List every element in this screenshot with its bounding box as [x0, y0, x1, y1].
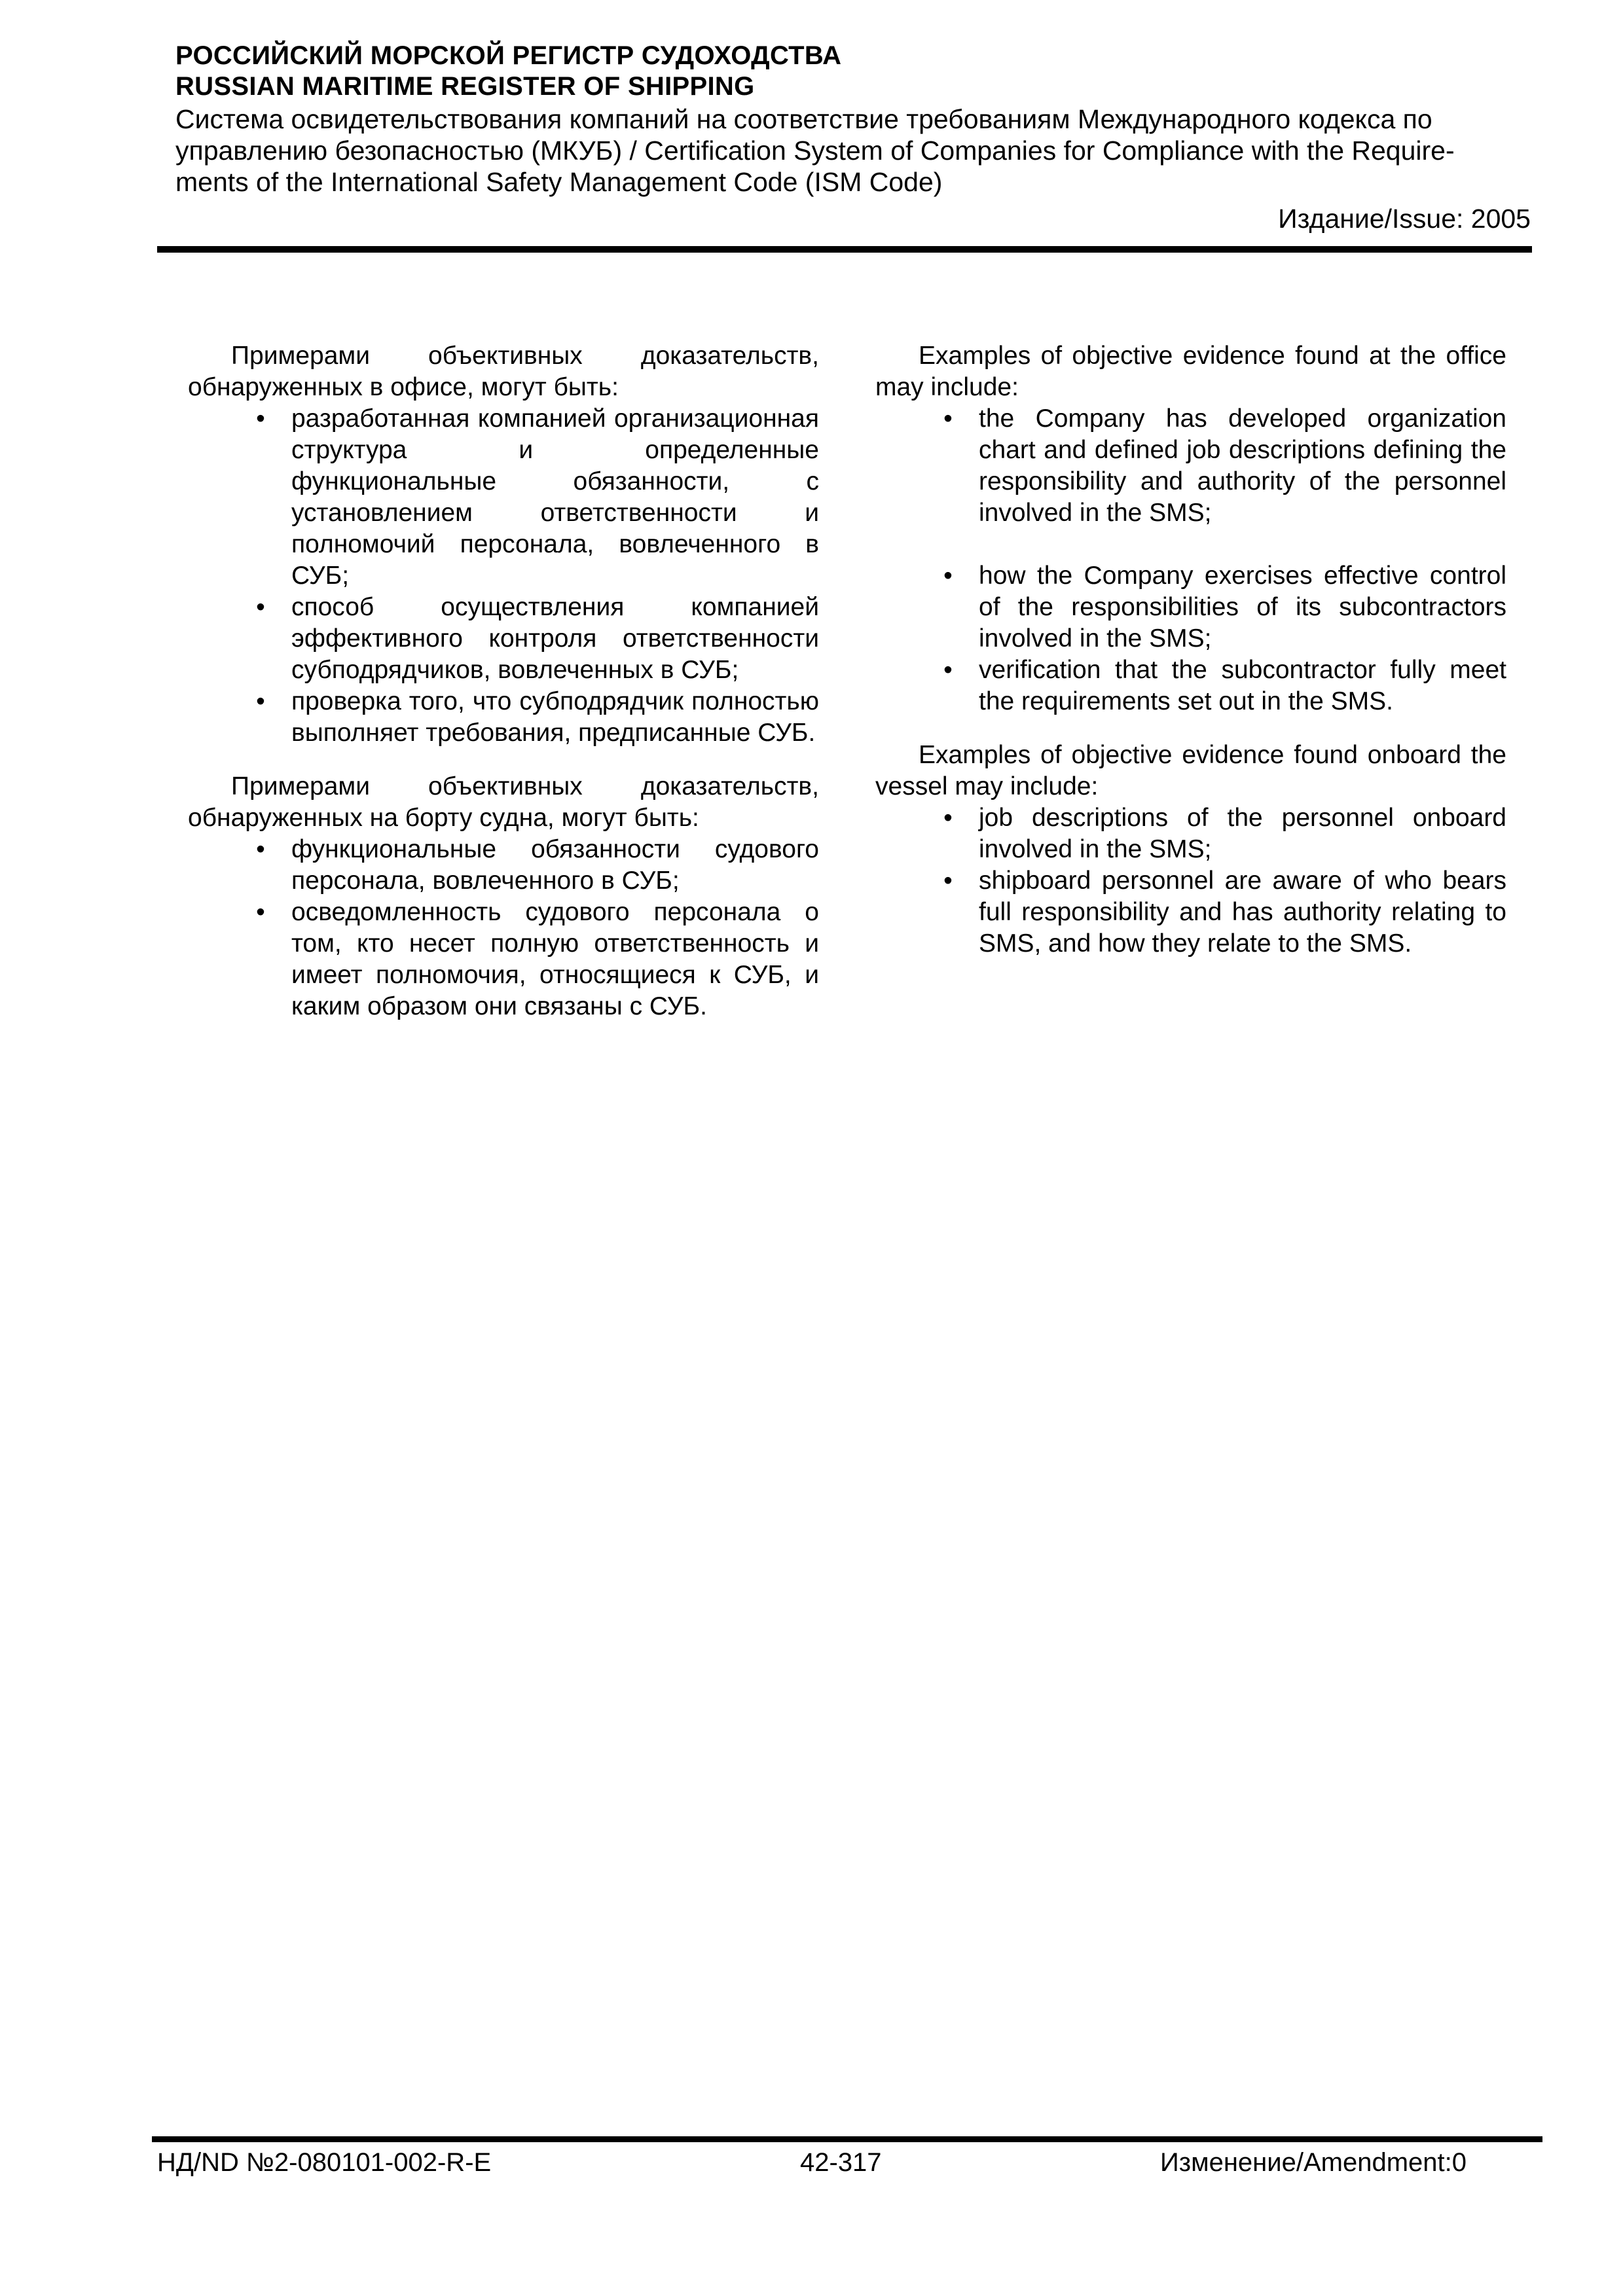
list-spacer [979, 529, 1506, 560]
bullet-icon: • [256, 593, 265, 621]
vessel-evidence-section-en [875, 740, 1506, 960]
organization-name-ru: РОССИЙСКИЙ МОРСКОЙ РЕГИСТР СУДОХОДСТВА [175, 41, 842, 70]
vessel-evidence-section-ru [188, 771, 819, 1022]
system-title-line: Система освидетельствования компаний на соответствие требованиям Международного кодекса по [175, 104, 1432, 134]
bullet-icon: • [943, 404, 953, 433]
page-number: 42-317 [800, 2148, 882, 2177]
office-evidence-section-en [875, 340, 1506, 717]
bullet-icon: • [256, 404, 265, 433]
document-header [175, 41, 1531, 234]
certification-system-title [175, 103, 1531, 198]
office-evidence-section-ru [188, 340, 819, 749]
list-item-text: функциональные обязанности судового персонала, вовлеченного в СУБ; [291, 835, 819, 895]
english-column [875, 340, 1506, 982]
footer-divider [152, 2136, 1542, 2142]
bullet-icon: • [256, 687, 265, 715]
bullet-icon: • [943, 656, 953, 684]
section-intro: Примерами объективных доказательств, обнаруженных на борту судна, могут быть: [188, 772, 819, 832]
list-item-text: способ осуществления компанией эффективного контроля ответственности субподрядчиков, вовлеченных в СУБ; [291, 593, 819, 684]
list-item [256, 897, 819, 1022]
list-item-text: how the Company exercises effective control of the responsibilities of its subcontractors involved in the SMS; [979, 562, 1506, 653]
list-item [256, 592, 819, 686]
list-item [943, 403, 1506, 529]
list-item [256, 834, 819, 897]
russian-column [188, 340, 819, 1045]
system-title-line: управлению безопасностью (МКУБ) / Certification System of Companies for Compliance with the Require- [175, 135, 1455, 166]
evidence-list [188, 834, 819, 1022]
list-item [943, 655, 1506, 717]
document-number: НД/ND №2-080101-002-R-E [157, 2148, 492, 2177]
edition-label: Издание/Issue: 2005 [1278, 204, 1531, 234]
header-divider [157, 246, 1532, 253]
evidence-list [875, 403, 1506, 717]
evidence-list [875, 802, 1506, 960]
bullet-icon: • [256, 898, 265, 926]
section-intro: Примерами объективных доказательств, обнаруженных в офисе, могут быть: [188, 342, 819, 401]
list-item [256, 686, 819, 749]
section-intro: Examples of objective evidence found onboard the vessel may include: [875, 741, 1506, 800]
list-item-text: осведомленность судового персонала о том, кто несет полную ответственность и имеет полномочия, относящиеся к СУБ, и каким образом они связаны с СУБ. [291, 898, 819, 1020]
list-item [256, 403, 819, 592]
bullet-icon: • [943, 804, 953, 832]
amendment-label: Изменение/Amendment:0 [1160, 2148, 1467, 2177]
list-item-text: job descriptions of the personnel onboard involved in the SMS; [979, 804, 1506, 863]
list-item-text: the Company has developed organization chart and defined job descriptions defining the responsibility and authority of the personnel involved in the SMS; [979, 404, 1506, 527]
bullet-icon: • [256, 835, 265, 863]
organization-name-en: RUSSIAN MARITIME REGISTER OF SHIPPING [175, 72, 755, 101]
list-item [943, 865, 1506, 960]
list-item [943, 802, 1506, 865]
evidence-list [188, 403, 819, 749]
list-item-text: разработанная компанией организационная структура и определенные функциональные обязанности, с установлением ответственности и полномочий персонала, вовлеченного в СУБ; [291, 404, 819, 590]
list-item-text: проверка того, что субподрядчик полностью выполняет требования, предписанные СУБ. [291, 687, 819, 747]
system-title-line: ments of the International Safety Management Code (ISM Code) [175, 167, 943, 197]
section-intro: Examples of objective evidence found at the office may include: [875, 342, 1506, 401]
bullet-icon: • [943, 867, 953, 895]
list-item-text: shipboard personnel are aware of who bears full responsibility and has authority relating to SMS, and how they relate to the SMS. [979, 867, 1506, 958]
list-item [943, 560, 1506, 655]
list-item-text: verification that the subcontractor fully meet the requirements set out in the SMS. [979, 656, 1506, 715]
bullet-icon: • [943, 562, 953, 590]
